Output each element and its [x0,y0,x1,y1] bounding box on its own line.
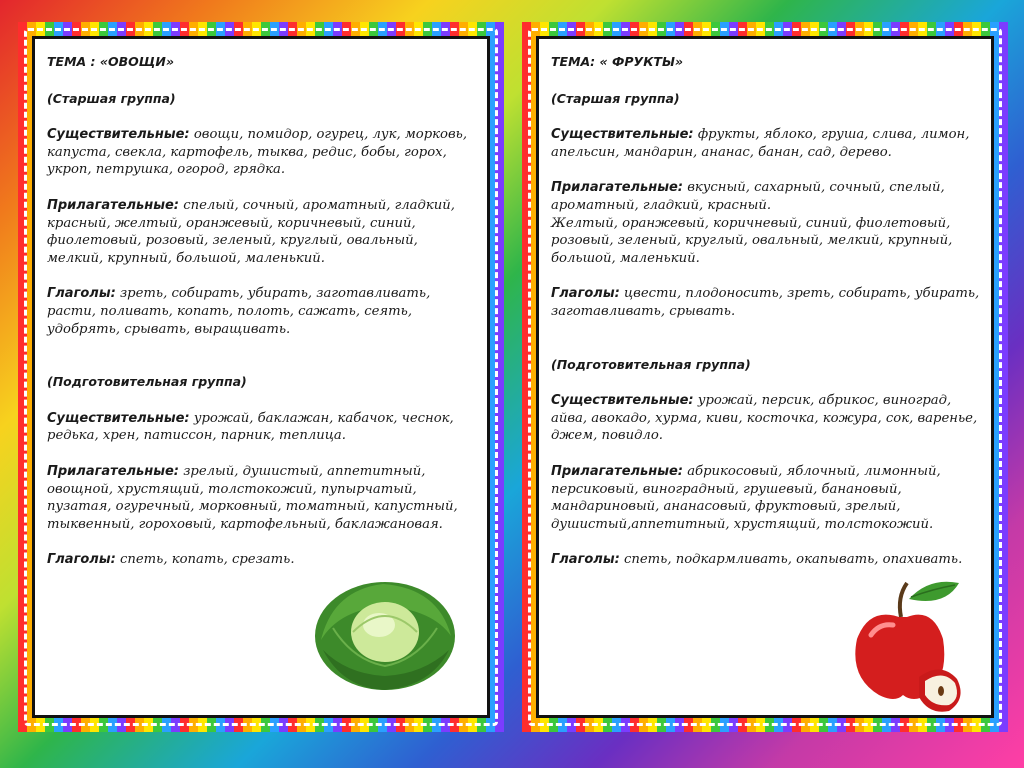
adjectives-text: абрикосовый, яблочный, лимонный, персиковый, виноградный, грушевый, банановый, мандариновый, ананасовый, фруктовый, зрелый, душистый,аппетитный, хрустящий, толстокожий. [551,463,941,532]
adjectives-label: Прилагательные: [47,463,179,479]
adjectives-text-continued: Желтый, оранжевый, коричневый, синий, фиолетовый, розовый, зеленый, круглый, овальный, мелкий, крупный, большой, маленький. [551,215,953,266]
nouns-label: Существительные: [551,393,694,409]
verbs-text: зреть, собирать, убирать, заготавливать, расти, поливать, копать, полоть, сажать, сеять, удобрять, срывать, выращивать. [47,286,431,337]
apple-illustration [849,577,974,717]
adjectives-label: Прилагательные: [551,180,683,196]
nouns-label: Существительные: [47,127,190,143]
verbs-label: Глаголы: [551,552,620,568]
verbs-text: спеть, подкармливать, окапывать, опахивать. [619,552,963,568]
adjectives-text: зрелый, душистый, аппетитный, овощной, хрустящий, толстокожий, пупырчатый, пузатая, огуречный, морковный, томатный, капустный, тыквенный, гороховый, картофельный, баклажановая. [47,463,458,532]
verbs-label: Глаголы: [47,286,116,302]
nouns-label: Существительные: [551,127,694,143]
senior-adjectives [47,197,477,267]
adjectives-text: спелый, сочный, ароматный, гладкий, красный, желтый, оранжевый, коричневый, синий, фиолетовый, розовый, зеленый, круглый, овальный, мелкий, крупный, большой, маленький. [47,197,455,266]
fruits-panel [536,36,994,718]
senior-verbs [47,285,477,338]
cabbage-illustration [313,570,458,695]
prep-nouns [47,410,477,445]
senior-group-heading: (Старшая группа) [47,90,176,106]
page-title: ТЕМА : «ОВОЩИ» [47,54,174,69]
verbs-text: цвести, плодоносить, зреть, собирать, убирать, заготавливать, срывать. [551,286,980,319]
senior-verbs [551,285,981,320]
page-title: ТЕМА: « ФРУКТЫ» [551,54,684,69]
senior-group-heading: (Старшая группа) [551,90,680,106]
prep-adjectives [47,463,477,533]
adjectives-label: Прилагательные: [551,463,683,479]
nouns-text: фрукты, яблоко, груша, слива, лимон, апельсин, мандарин, ананас, банан, сад, дерево. [551,127,970,160]
senior-nouns [47,126,477,179]
prep-verbs [47,551,477,569]
nouns-label: Существительные: [47,410,190,426]
prep-group-heading: (Подготовительная группа) [47,374,247,390]
prep-group-heading: (Подготовительная группа) [551,356,751,372]
nouns-text: урожай, баклажан, кабачок, чеснок, редька, хрен, патиссон, парник, теплица. [47,410,454,444]
verbs-label: Глаголы: [551,286,620,302]
nouns-text: овощи, помидор, огурец, лук, морковь, капуста, свекла, картофель, тыква, редис, бобы, горох, укроп, петрушка, огород, грядка. [47,127,468,178]
vegetables-panel [32,36,490,718]
adjectives-label: Прилагательные: [47,197,179,213]
right-page [522,22,1008,732]
adjectives-text: вкусный, сахарный, сочный, спелый, ароматный, гладкий, красный. [551,180,945,213]
verbs-text: спеть, копать, срезать. [115,552,295,568]
left-page [18,22,504,732]
prep-adjectives [551,463,981,533]
senior-nouns [551,126,981,161]
verbs-label: Глаголы: [47,552,116,568]
prep-verbs [551,551,981,569]
nouns-text: урожай, персик, абрикос, виноград, айва, авокадо, хурма, киви, косточка, кожура, сок, варенье, джем, повидло. [551,393,978,444]
prep-nouns [551,392,981,445]
senior-adjectives [551,179,981,267]
